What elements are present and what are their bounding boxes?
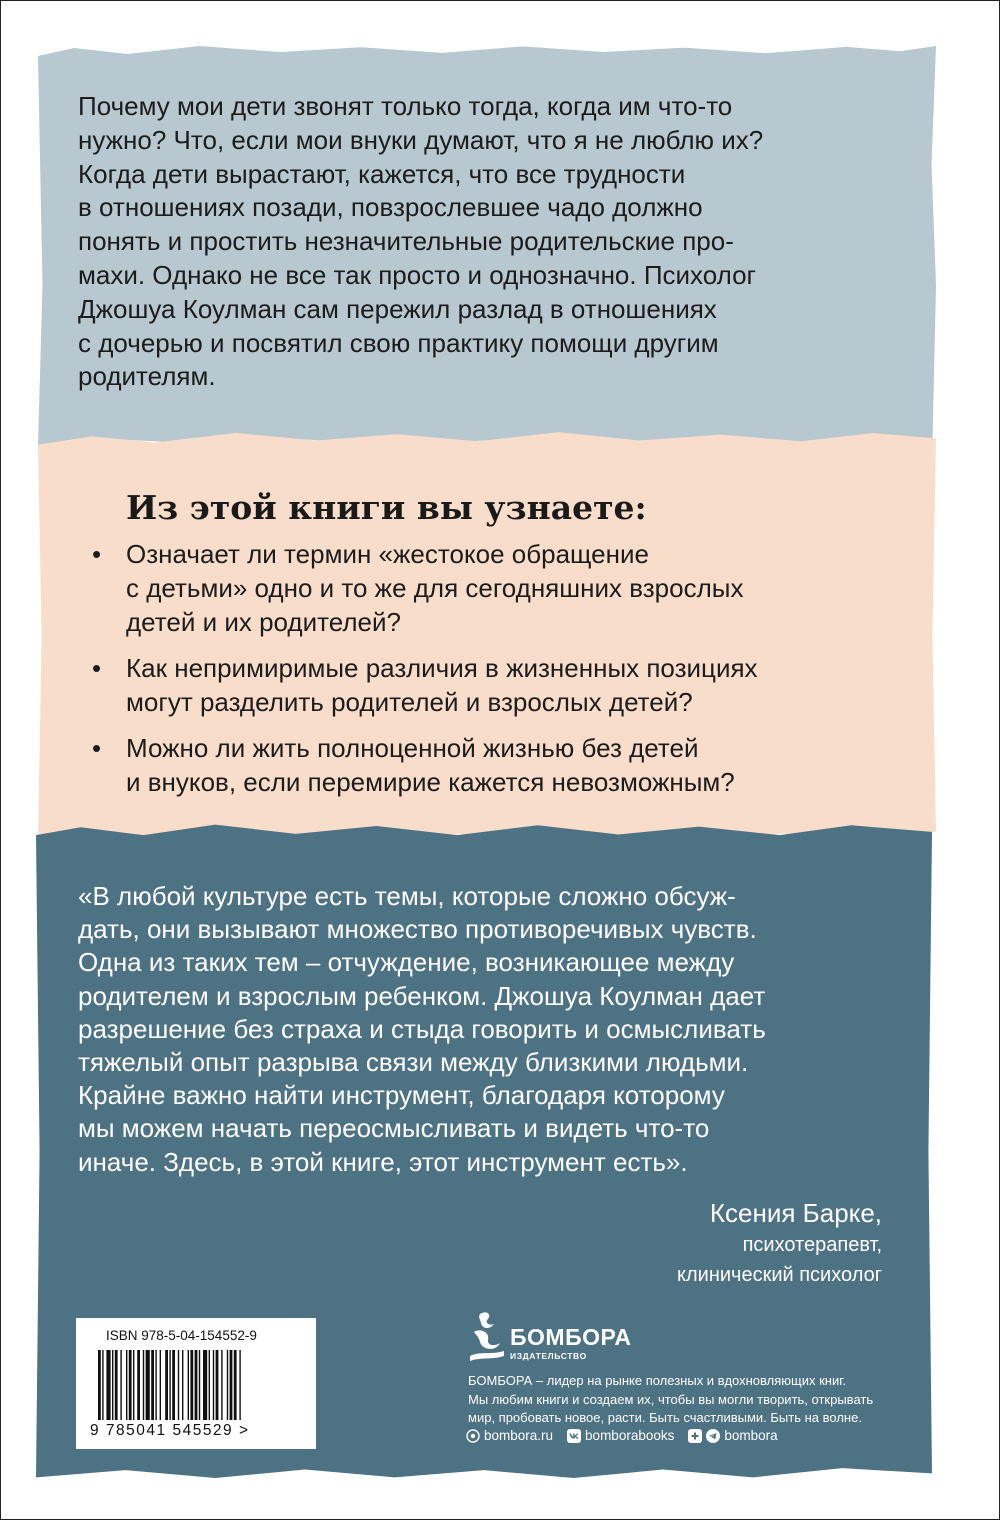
barcode-bar	[133, 1350, 134, 1420]
intro-line: Почему мои дети звонят только тогда, когда им что-то	[78, 91, 733, 121]
list-item-line: детей и их родителей?	[126, 607, 401, 637]
barcode-bar	[234, 1350, 237, 1420]
quote-line: иначе. Здесь, в этой книге, этот инструмент есть».	[78, 1146, 688, 1177]
social-label: bombora.ru	[484, 1428, 554, 1443]
bombora-logo-icon	[466, 1310, 506, 1364]
social-vk[interactable]	[567, 1428, 674, 1443]
barcode-bar	[227, 1350, 228, 1420]
list-item-line: Можно ли жить полноценной жизнью без детей	[126, 733, 699, 763]
list-item-line: и внуков, если перемирие кажется невозможным?	[126, 767, 735, 797]
barcode-bar	[126, 1350, 127, 1420]
quote-line: «В любой культуре есть темы, которые сложно обсуж-	[78, 881, 736, 911]
barcode-bar	[143, 1350, 144, 1420]
social-label: bomborabooks	[585, 1428, 675, 1443]
barcode-bar	[230, 1350, 233, 1420]
list-item-line: могут разделить родителей и взрослых детей?	[126, 687, 693, 717]
publisher-description-line: БОМБОРА – лидер на рынке полезных и вдохновляющих книг.	[468, 1373, 846, 1388]
bullet-icon: •	[92, 733, 102, 763]
intro-line: нужно? Что, если мои внуки думают, что я не люблю их?	[78, 124, 764, 155]
publisher-subtitle: ИЗДАТЕЛЬСТВО	[510, 1351, 587, 1361]
publisher-description	[468, 1372, 908, 1428]
barcode-bar	[129, 1350, 132, 1420]
intro-line: с дочерью и посвятил свою практику помощи другим	[78, 327, 719, 358]
barcode-bar	[203, 1350, 207, 1420]
barcode-bar	[195, 1350, 198, 1420]
barcode-bar	[216, 1350, 219, 1420]
barcode	[98, 1350, 292, 1420]
barcode-bar	[209, 1350, 210, 1420]
publisher-name: БОМБОРА	[510, 1324, 632, 1350]
intro-line: Когда дети вырастают, кажется, что все трудности	[78, 158, 686, 189]
quote-line: родителем и взрослым ребенком. Джошуа Коулман дает	[78, 980, 766, 1011]
quote-line: Крайне важно найти инструмент, благодаря которому	[78, 1080, 725, 1111]
quote-line: разрешение без страха и стыда говорить и осмысливать	[78, 1013, 766, 1044]
author-role: психотерапевт,	[742, 1234, 882, 1256]
barcode-bar	[178, 1350, 179, 1420]
quote-line: Одна из таких тем – отчуждение, возникающее между	[78, 947, 735, 978]
barcode-bar	[106, 1350, 110, 1420]
plus-icon	[688, 1429, 702, 1443]
barcode-bar	[172, 1350, 175, 1420]
author-role: клинический психолог	[677, 1264, 882, 1286]
learn-heading: Из этой книги вы узнаете:	[126, 488, 647, 527]
barcode-bar	[98, 1350, 101, 1420]
barcode-bar	[188, 1350, 189, 1420]
intro-line: в отношениях позади, повзрослевшее чадо должно	[78, 192, 703, 223]
list-item-line: Означает ли термин «жестокое обращение	[126, 539, 649, 569]
social-label: bombora	[724, 1428, 778, 1443]
list-item	[92, 537, 892, 639]
learn-list	[92, 537, 892, 811]
quote-text	[78, 880, 898, 1179]
barcode-bar	[151, 1350, 154, 1420]
barcode-bar	[213, 1350, 214, 1420]
intro-line: махи. Однако не все так просто и однозначно. Психолог	[78, 259, 757, 290]
publisher-description-line: Мы любим книги и создаем их, чтобы вы могли творить, открывать	[468, 1391, 874, 1407]
barcode-bar	[160, 1350, 161, 1420]
bullet-icon: •	[92, 539, 102, 569]
bullet-icon: •	[92, 653, 102, 683]
quote-line: тяжелый опыт разрыва связи между близкими людьми.	[78, 1047, 749, 1078]
barcode-digits: 9 785041 545529 >	[90, 1422, 250, 1439]
globe-icon	[466, 1429, 480, 1443]
barcode-bar	[165, 1350, 168, 1420]
isbn-label: ISBN 978-5-04-154552-9	[106, 1328, 257, 1343]
barcode-bar	[102, 1350, 103, 1420]
list-item-line: с детьми» одно и то же для сегодняшних взрослых	[126, 573, 744, 603]
social-links	[466, 1428, 792, 1443]
list-item	[92, 731, 892, 799]
list-item	[92, 651, 892, 719]
intro-line: Джошуа Коулман сам пережил разлад в отношениях	[78, 293, 717, 324]
social-telegram[interactable]	[688, 1428, 777, 1443]
barcode-bar	[155, 1350, 156, 1420]
quote-line: дать, они вызывают множество противоречивых чувств.	[78, 914, 757, 945]
barcode-bar	[169, 1350, 170, 1420]
social-website[interactable]	[466, 1428, 553, 1443]
quote-author	[677, 1196, 882, 1290]
barcode-bar	[146, 1350, 150, 1420]
barcode-bar	[115, 1350, 118, 1420]
barcode-bar	[239, 1350, 240, 1420]
barcode-bar	[199, 1350, 200, 1420]
author-name: Ксения Барке,	[709, 1198, 882, 1228]
barcode-bar	[190, 1350, 193, 1420]
vk-icon	[567, 1429, 581, 1443]
barcode-bar	[112, 1350, 113, 1420]
barcode-bar	[182, 1350, 183, 1420]
publisher-description-line: мир, пробовать новое, расти. Быть счастливыми. Быть на волне.	[468, 1410, 862, 1425]
quote-line: мы можем начать переосмысливать и видеть что-то	[78, 1113, 710, 1144]
barcode-bar	[137, 1350, 140, 1420]
barcode-bar	[221, 1350, 222, 1420]
intro-line: понять и простить незначительные родительские про-	[78, 226, 734, 257]
isbn-barcode-box	[76, 1318, 316, 1449]
list-item-line: Как непримиримые различия в жизненных позициях	[126, 653, 758, 683]
barcode-bar	[120, 1350, 121, 1420]
intro-text	[78, 90, 898, 394]
intro-line: родителям.	[78, 361, 216, 392]
telegram-icon	[706, 1429, 720, 1443]
